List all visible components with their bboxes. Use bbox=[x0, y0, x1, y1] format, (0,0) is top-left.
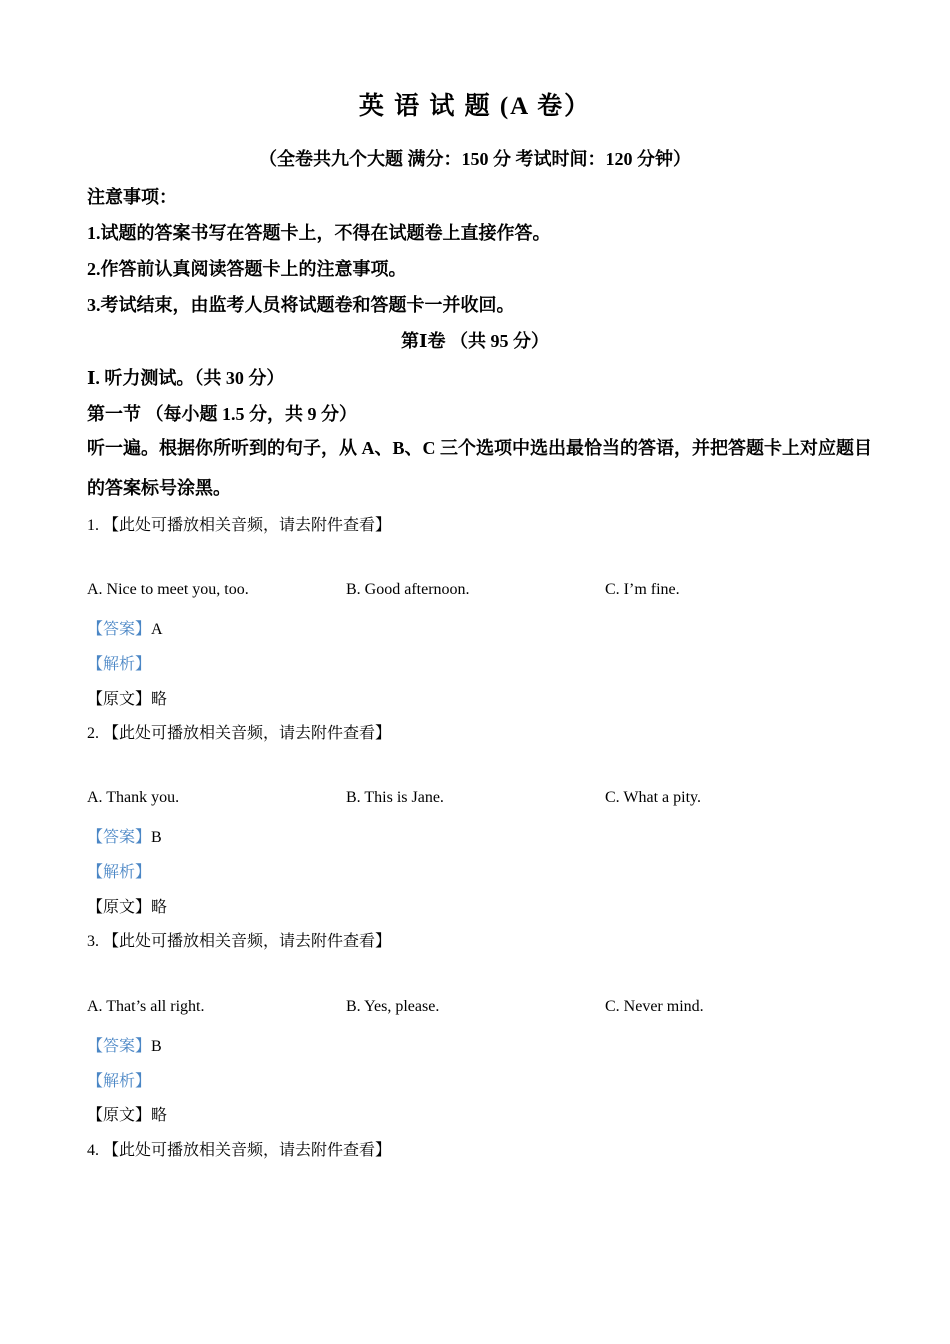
q2-answer bbox=[87, 824, 162, 847]
question-prompt-2: 2. 【此处可播放相关音频，请去附件查看】 bbox=[87, 725, 392, 742]
original-value: 略 bbox=[151, 899, 168, 916]
q1-answer bbox=[87, 616, 163, 639]
original-label: 【原文】 bbox=[87, 691, 152, 708]
q1-option-b: B. Good afternoon. bbox=[346, 581, 470, 598]
q1-option-a: A. Nice to meet you, too. bbox=[87, 581, 249, 598]
page-title: 英 语 试 题 (A 卷） bbox=[358, 93, 592, 120]
original-label: 【原文】 bbox=[87, 899, 152, 916]
q2-analysis-label: 【解析】 bbox=[87, 864, 152, 881]
subpart-heading: 第一节 （每小题 1.5 分，共 9 分） bbox=[87, 404, 357, 424]
q3-answer bbox=[87, 1033, 162, 1056]
volume-heading: 第Ⅰ卷 （共 95 分） bbox=[401, 331, 549, 351]
listening-instruction: 听一遍。根据你所听到的句子，从 A、B、C 三个选项中选出最恰当的答语，并把答题卡上对应题目的答案标号涂黑。 bbox=[87, 438, 872, 498]
q3-option-a: A. That’s all right. bbox=[87, 998, 205, 1015]
q2-original bbox=[87, 894, 167, 917]
notice-item-3: 3.考试结束，由监考人员将试题卷和答题卡一并收回。 bbox=[87, 295, 515, 315]
q1-analysis-label: 【解析】 bbox=[87, 656, 152, 673]
answer-label: 【答案】 bbox=[87, 1038, 152, 1055]
original-value: 略 bbox=[151, 1107, 168, 1124]
q2-option-a: A. Thank you. bbox=[87, 789, 180, 806]
q3-option-c: C. Never mind. bbox=[605, 998, 704, 1015]
part-heading: Ⅰ. 听力测试。（共 30 分） bbox=[87, 368, 285, 388]
exam-info: （全卷共九个大题 满分：150 分 考试时间：120 分钟） bbox=[259, 149, 691, 169]
q3-analysis-label: 【解析】 bbox=[87, 1073, 152, 1090]
answer-label: 【答案】 bbox=[87, 829, 152, 846]
answer-value: B bbox=[151, 1038, 162, 1055]
question-prompt-1: 1. 【此处可播放相关音频，请去附件查看】 bbox=[87, 517, 392, 534]
answer-label: 【答案】 bbox=[87, 621, 152, 638]
q1-original bbox=[87, 686, 167, 709]
answer-value: B bbox=[151, 829, 162, 846]
q2-option-c: C. What a pity. bbox=[605, 789, 701, 806]
original-value: 略 bbox=[151, 691, 168, 708]
q3-option-b: B. Yes, please. bbox=[346, 998, 440, 1015]
question-prompt-3: 3. 【此处可播放相关音频，请去附件查看】 bbox=[87, 933, 392, 950]
notice-heading: 注意事项： bbox=[87, 187, 177, 207]
q1-option-c: C. I’m fine. bbox=[605, 581, 680, 598]
notice-item-2: 2.作答前认真阅读答题卡上的注意事项。 bbox=[87, 259, 407, 279]
question-prompt-4: 4. 【此处可播放相关音频，请去附件查看】 bbox=[87, 1142, 392, 1159]
q3-original bbox=[87, 1102, 167, 1125]
original-label: 【原文】 bbox=[87, 1107, 152, 1124]
q2-option-b: B. This is Jane. bbox=[346, 789, 444, 806]
notice-item-1: 1.试题的答案书写在答题卡上，不得在试题卷上直接作答。 bbox=[87, 223, 551, 243]
answer-value: A bbox=[151, 621, 163, 638]
